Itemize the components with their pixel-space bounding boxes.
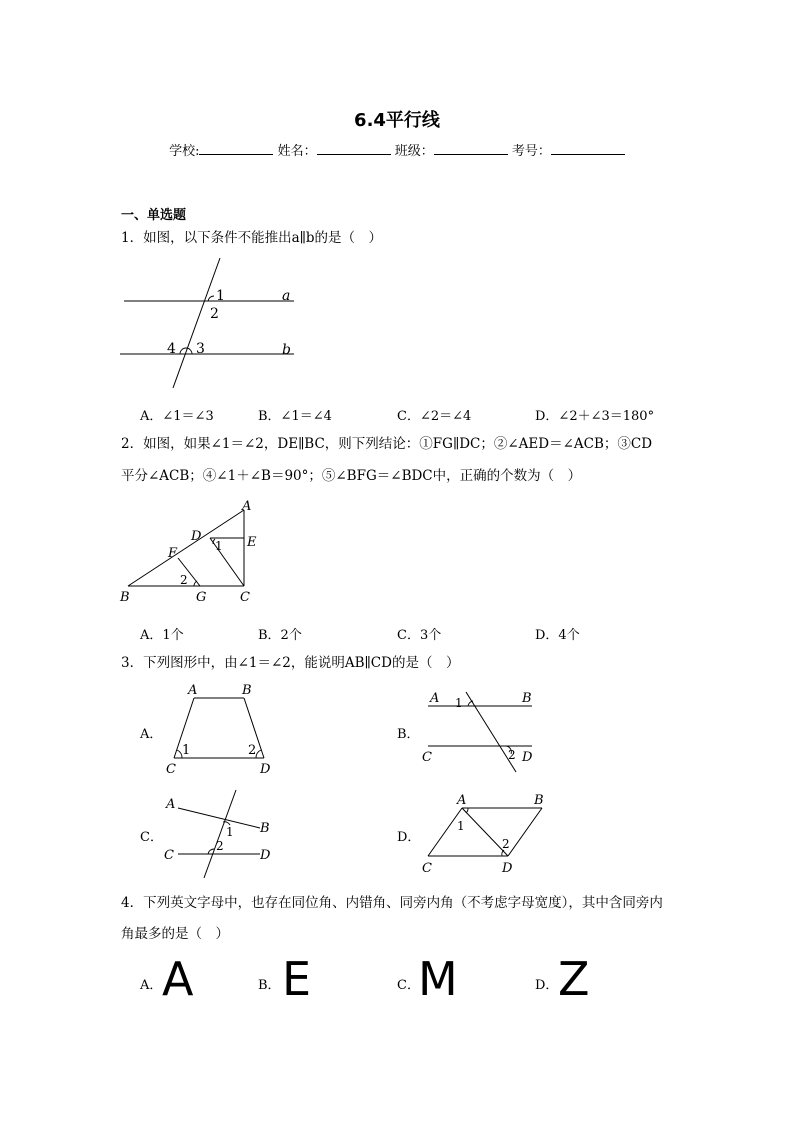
q4-option-a-label[interactable]: A． (140, 978, 163, 993)
q4-stem-line1: 4．下列英文字母中，也存在同位角、内错角、同旁内角（不考虑字母宽度），其中含同旁内 (121, 895, 663, 911)
q3-option-c-label[interactable]: C． (140, 830, 163, 845)
q3a-label-A: A (188, 683, 198, 698)
q3a-label-B: B (242, 683, 252, 698)
number-blank[interactable] (551, 142, 625, 155)
q2-label-E: E (247, 535, 257, 550)
q3b-label-1: 1 (455, 696, 463, 710)
q2-label-C: C (240, 590, 250, 605)
q2-stem-line2: 平分∠ACB；④∠1＋∠B＝90°；⑤∠BFG＝∠BDC中，正确的个数为（ ） (121, 468, 582, 484)
school-blank[interactable] (199, 142, 273, 155)
q4-option-b-label[interactable]: B． (258, 978, 281, 993)
q3c-label-C: C (164, 848, 174, 863)
q3c-label-2: 2 (216, 839, 224, 853)
q3-figure-d[interactable] (420, 790, 550, 878)
q1-label-2: 2 (210, 306, 219, 322)
q1-stem: 1．如图，以下条件不能推出a∥b的是（ ） (121, 230, 383, 246)
school-label: 学校: (169, 144, 200, 159)
q4-stem-line2: 角最多的是（ ） (121, 926, 229, 942)
q3a-label-C: C (166, 762, 176, 776)
q2-option-a[interactable]: A．1个 (140, 628, 184, 643)
q1-label-4: 4 (167, 341, 176, 357)
q4-letter-a[interactable]: A (162, 952, 194, 1006)
q2-stem-line1: 2．如图，如果∠1＝∠2，DE∥BC，则下列结论：①FG∥DC；②∠AED＝∠ACB；③CD (121, 436, 653, 452)
q3b-label-C: C (422, 750, 432, 765)
q3-figure-a[interactable] (160, 680, 280, 776)
q4-option-d-label[interactable]: D． (535, 978, 559, 993)
q1-figure (118, 256, 308, 392)
page-title: 6.4平行线 (354, 110, 440, 131)
class-label: 班级： (394, 144, 434, 159)
q3d-label-1: 1 (457, 819, 465, 833)
q1-label-3: 3 (196, 341, 205, 357)
q3d-label-2: 2 (502, 837, 510, 851)
q2-label-B: B (120, 590, 130, 605)
q1-label-b: b (282, 342, 291, 358)
q3c-label-1: 1 (226, 825, 234, 839)
q3d-label-B: B (534, 793, 544, 808)
q2-option-b[interactable]: B．2个 (258, 628, 302, 643)
q2-label-D: D (191, 529, 202, 544)
q4-option-c-label[interactable]: C． (397, 978, 420, 993)
q3-option-b-label[interactable]: B． (397, 727, 420, 742)
q1-option-d[interactable]: D．∠2＋∠3＝180° (535, 409, 655, 424)
q4-letter-d[interactable]: Z (558, 952, 590, 1006)
q3b-label-B: B (522, 691, 532, 706)
q3d-label-A: A (457, 793, 467, 808)
q3a-label-D: D (260, 762, 271, 776)
q1-label-1: 1 (216, 288, 225, 304)
q3-option-d-label[interactable]: D． (397, 830, 421, 845)
q2-option-c[interactable]: C．3个 (397, 628, 442, 643)
q1-option-a[interactable]: A．∠1＝∠3 (140, 409, 214, 424)
q3b-label-D: D (522, 750, 533, 765)
q3c-label-A: A (166, 797, 176, 812)
q3-figure-b[interactable] (420, 684, 550, 776)
class-blank[interactable] (434, 142, 508, 155)
name-blank[interactable] (317, 142, 391, 155)
q1-label-a: a (282, 288, 291, 304)
number-label: 考号： (511, 144, 551, 159)
q2-label-F: F (168, 546, 178, 561)
q2-option-d[interactable]: D．4个 (535, 628, 580, 643)
q2-figure (114, 498, 274, 608)
q1-option-b[interactable]: B．∠1＝∠4 (258, 409, 332, 424)
q2-label-A: A (242, 499, 252, 514)
q3d-label-D: D (502, 861, 513, 876)
q4-letter-c[interactable]: M (418, 952, 458, 1006)
q3b-label-2: 2 (508, 748, 516, 762)
q3-figure-c[interactable] (160, 788, 280, 880)
q3-stem: 3．下列图形中，由∠1＝∠2，能说明AB∥CD的是（ ） (121, 655, 460, 671)
q3c-label-B: B (260, 821, 270, 836)
section-heading: 一、单选题 (121, 208, 187, 223)
student-info-line (0, 140, 794, 159)
q3c-label-D: D (260, 848, 271, 863)
q2-label-G: G (196, 590, 207, 605)
q2-label-1: 1 (215, 539, 223, 553)
q3-option-a-label[interactable]: A． (140, 727, 163, 742)
name-label: 姓名： (277, 144, 317, 159)
q3d-label-C: C (422, 861, 432, 876)
q2-label-2: 2 (180, 573, 188, 587)
q3a-label-2: 2 (248, 743, 257, 758)
q3a-label-1: 1 (182, 743, 191, 758)
q4-letter-b[interactable]: E (282, 952, 312, 1006)
q1-option-c[interactable]: C．∠2＝∠4 (397, 409, 472, 424)
q3b-label-A: A (430, 691, 440, 706)
